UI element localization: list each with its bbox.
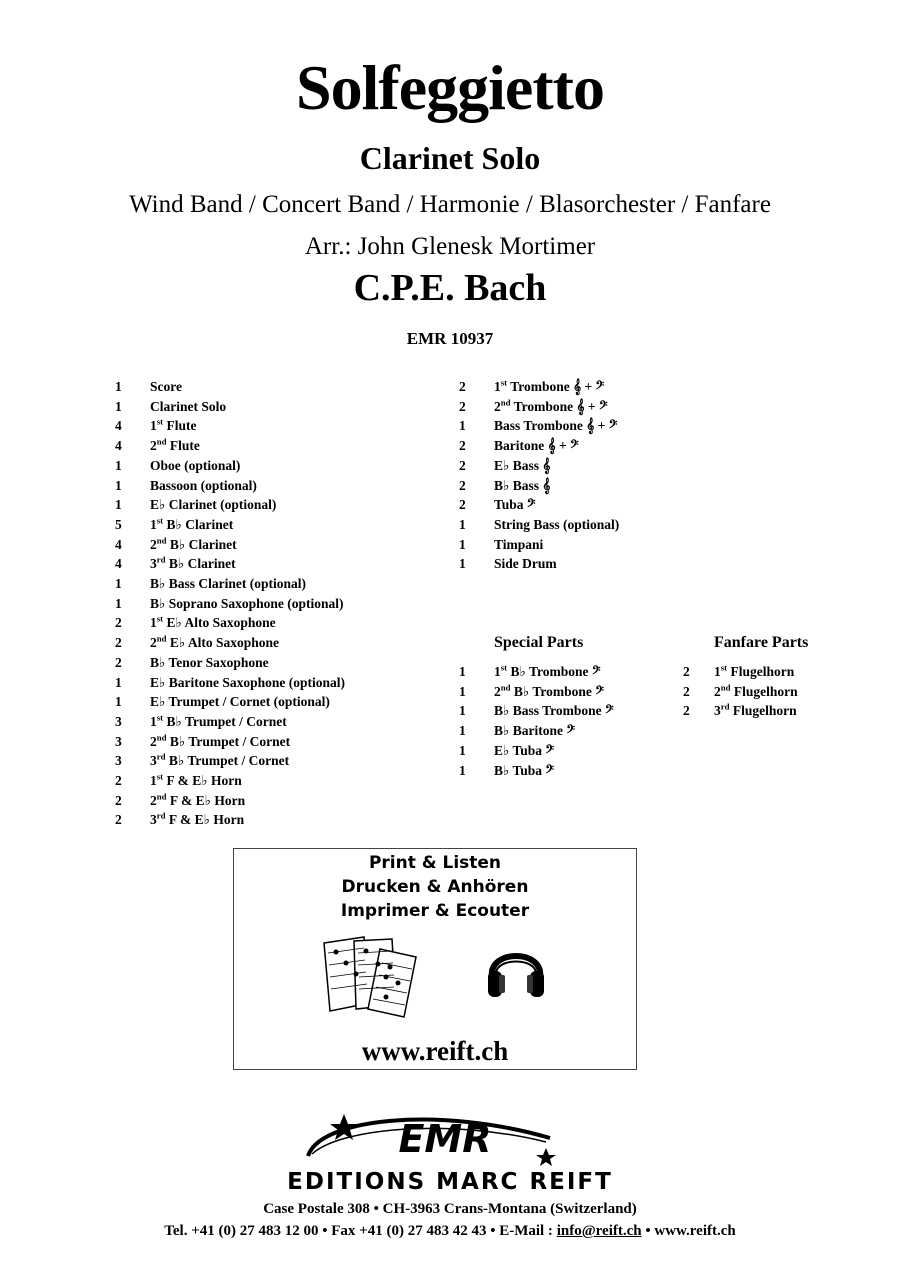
part-name: 2nd B♭ Clarinet xyxy=(150,535,237,552)
emr-logo-mark: EMR xyxy=(398,1117,492,1161)
list-item xyxy=(459,535,679,555)
list-item xyxy=(683,701,843,721)
part-quantity: 4 xyxy=(115,438,122,454)
list-item xyxy=(115,397,445,417)
part-quantity: 1 xyxy=(115,457,122,473)
publisher-contact xyxy=(0,1221,900,1241)
list-item xyxy=(115,673,445,693)
part-name: 2nd E♭ Alto Saxophone xyxy=(150,633,280,651)
part-quantity: 2 xyxy=(115,773,122,788)
emr-logo-icon xyxy=(300,1108,560,1168)
part-name: E♭ Bass 𝄞 xyxy=(494,457,551,473)
composer: C.P.E. Bach xyxy=(353,267,547,309)
headphones-icon xyxy=(484,935,548,1003)
part-name: Oboe (optional) xyxy=(150,457,241,473)
email-link[interactable]: info@reift.ch xyxy=(556,1223,642,1239)
page-title: Solfeggietto xyxy=(296,52,604,123)
list-item xyxy=(115,456,445,476)
part-name: 1st B♭ Clarinet xyxy=(150,515,234,532)
catalog-number: EMR 10937 xyxy=(406,329,494,348)
part-name: E♭ Baritone Saxophone (optional) xyxy=(150,674,346,690)
part-quantity: 2 xyxy=(683,664,690,679)
part-name: 2nd Flugelhorn xyxy=(714,682,798,699)
list-item xyxy=(459,436,679,456)
part-quantity: 2 xyxy=(115,792,122,808)
part-quantity: 1 xyxy=(115,477,122,493)
part-name: 1st Trombone 𝄞 + 𝄢 xyxy=(494,377,605,394)
website-link[interactable]: • www.reift.ch xyxy=(641,1223,736,1239)
part-quantity: 2 xyxy=(459,379,466,394)
list-item xyxy=(459,416,679,436)
part-name: Score xyxy=(150,379,182,394)
list-item xyxy=(459,554,679,574)
part-name: 3rd B♭ Trumpet / Cornet xyxy=(150,751,290,769)
part-quantity: 1 xyxy=(459,556,466,572)
publisher-name: EDITIONS MARC REIFT xyxy=(287,1169,613,1195)
part-name: B♭ Bass Clarinet (optional) xyxy=(150,576,307,591)
list-item xyxy=(115,732,445,752)
list-item xyxy=(115,692,445,712)
part-name: E♭ Clarinet (optional) xyxy=(150,497,277,513)
list-item xyxy=(115,810,445,830)
part-quantity: 4 xyxy=(115,536,122,552)
promo-line-1: Print & Listen xyxy=(368,853,502,873)
part-quantity: 2 xyxy=(459,497,466,513)
part-name: Side Drum xyxy=(494,556,557,572)
part-quantity: 1 xyxy=(115,497,122,513)
list-item xyxy=(459,397,679,417)
special-parts-list xyxy=(459,662,659,782)
list-item xyxy=(115,554,445,574)
part-name: 1st B♭ Trumpet / Cornet xyxy=(150,712,287,729)
part-quantity: 1 xyxy=(459,418,466,434)
part-name: Tuba 𝄢 xyxy=(494,497,536,513)
list-item xyxy=(459,495,679,515)
part-name: 1st B♭ Trombone 𝄢 xyxy=(494,662,601,679)
sheet-music-icon xyxy=(316,933,426,1019)
list-item xyxy=(683,682,843,702)
list-item xyxy=(459,456,679,476)
part-name: 2nd Flute xyxy=(150,436,200,454)
part-name: 3rd B♭ Clarinet xyxy=(150,554,236,572)
part-quantity: 2 xyxy=(115,654,122,670)
part-name: 1st Flute xyxy=(150,416,197,434)
promo-line-3: Imprimer & Ecouter xyxy=(340,901,530,921)
list-item xyxy=(115,771,445,791)
part-name: B♭ Tenor Saxophone xyxy=(150,654,269,670)
part-name: 2nd Trombone 𝄞 + 𝄢 xyxy=(494,397,608,414)
list-item xyxy=(115,574,445,594)
part-quantity: 4 xyxy=(115,556,122,572)
part-quantity: 1 xyxy=(115,595,122,611)
part-quantity: 4 xyxy=(115,418,122,434)
list-item xyxy=(115,535,445,555)
part-quantity: 1 xyxy=(115,576,122,591)
list-item xyxy=(459,476,679,496)
list-item xyxy=(115,633,445,653)
part-quantity: 1 xyxy=(459,516,466,532)
part-name: B♭ Bass 𝄞 xyxy=(494,477,551,493)
list-item xyxy=(459,682,659,702)
part-quantity: 1 xyxy=(459,664,466,679)
list-item xyxy=(115,377,445,397)
part-quantity: 2 xyxy=(459,398,466,414)
part-quantity: 1 xyxy=(459,536,466,552)
list-item xyxy=(115,791,445,811)
list-item xyxy=(115,476,445,496)
list-item xyxy=(115,751,445,771)
list-item xyxy=(459,721,659,741)
list-item xyxy=(115,495,445,515)
part-quantity: 1 xyxy=(115,398,122,414)
part-name: 2nd F & E♭ Horn xyxy=(150,791,246,808)
part-quantity: 2 xyxy=(115,812,122,828)
part-name: 3rd Flugelhorn xyxy=(714,701,797,719)
list-item xyxy=(459,761,659,781)
part-quantity: 2 xyxy=(459,477,466,493)
part-name: Bass Trombone 𝄞 + 𝄢 xyxy=(494,418,618,434)
part-quantity: 1 xyxy=(115,674,122,690)
special-parts-heading: Special Parts xyxy=(494,634,584,651)
part-quantity: 1 xyxy=(115,694,122,710)
print-listen-box xyxy=(233,848,637,1070)
subtitle: Clarinet Solo xyxy=(359,140,541,176)
part-name: B♭ Baritone 𝄢 xyxy=(494,723,576,739)
part-quantity: 1 xyxy=(459,762,466,778)
part-quantity: 2 xyxy=(459,457,466,473)
arranger: Arr.: John Glenesk Mortimer xyxy=(304,233,596,260)
part-name: B♭ Soprano Saxophone (optional) xyxy=(150,595,344,611)
list-item xyxy=(115,712,445,732)
part-quantity: 1 xyxy=(459,683,466,699)
part-quantity: 2 xyxy=(115,615,122,631)
part-name: String Bass (optional) xyxy=(494,516,620,532)
part-quantity: 2 xyxy=(683,683,690,699)
part-quantity: 5 xyxy=(115,516,122,532)
fanfare-parts-heading: Fanfare Parts xyxy=(714,634,809,651)
list-item xyxy=(459,515,679,535)
list-item xyxy=(115,416,445,436)
part-name: 1st E♭ Alto Saxophone xyxy=(150,613,276,631)
parts-list-right xyxy=(459,377,679,577)
part-name: E♭ Trumpet / Cornet (optional) xyxy=(150,694,330,710)
list-item xyxy=(459,662,659,682)
part-name: Baritone 𝄞 + 𝄢 xyxy=(494,438,579,454)
part-quantity: 2 xyxy=(115,635,122,651)
list-item xyxy=(115,515,445,535)
part-quantity: 3 xyxy=(115,753,122,769)
part-quantity: 1 xyxy=(459,703,466,719)
list-item xyxy=(459,741,659,761)
part-name: Bassoon (optional) xyxy=(150,477,257,493)
part-name: 1st Flugelhorn xyxy=(714,662,795,679)
contact-phone-fax: Tel. +41 (0) 27 483 12 00 • Fax +41 (0) 27 483 42 43 • E-Mail : xyxy=(164,1223,557,1239)
ensemble-list: Wind Band / Concert Band / Harmonie / Blasorchester / Fanfare xyxy=(129,191,771,218)
part-name: 1st F & E♭ Horn xyxy=(150,771,242,788)
fanfare-parts-list xyxy=(683,662,843,722)
publisher-address: Case Postale 308 • CH-3963 Crans-Montana (Switzerland) xyxy=(263,1201,637,1217)
part-quantity: 1 xyxy=(115,379,122,394)
part-quantity: 3 xyxy=(115,713,122,729)
part-quantity: 1 xyxy=(459,742,466,758)
part-name: 3rd F & E♭ Horn xyxy=(150,810,245,828)
part-name: Clarinet Solo xyxy=(150,398,227,414)
promo-url[interactable]: www.reift.ch xyxy=(361,1036,509,1066)
promo-line-2: Drucken & Anhören xyxy=(341,877,529,897)
list-item xyxy=(115,436,445,456)
part-name: E♭ Tuba 𝄢 xyxy=(494,742,555,758)
list-item xyxy=(115,594,445,614)
part-quantity: 3 xyxy=(115,733,122,749)
list-item xyxy=(115,653,445,673)
part-name: 2nd B♭ Trombone 𝄢 xyxy=(494,682,604,699)
list-item xyxy=(683,662,843,682)
part-quantity: 1 xyxy=(459,723,466,739)
parts-list-left xyxy=(115,377,445,837)
part-quantity: 2 xyxy=(683,703,690,719)
part-name: Timpani xyxy=(494,536,544,552)
list-item xyxy=(459,377,679,397)
part-name: 2nd B♭ Trumpet / Cornet xyxy=(150,732,291,749)
list-item xyxy=(459,701,659,721)
part-quantity: 2 xyxy=(459,438,466,454)
part-name: B♭ Bass Trombone 𝄢 xyxy=(494,703,614,719)
list-item xyxy=(115,613,445,633)
part-name: B♭ Tuba 𝄢 xyxy=(494,762,555,778)
